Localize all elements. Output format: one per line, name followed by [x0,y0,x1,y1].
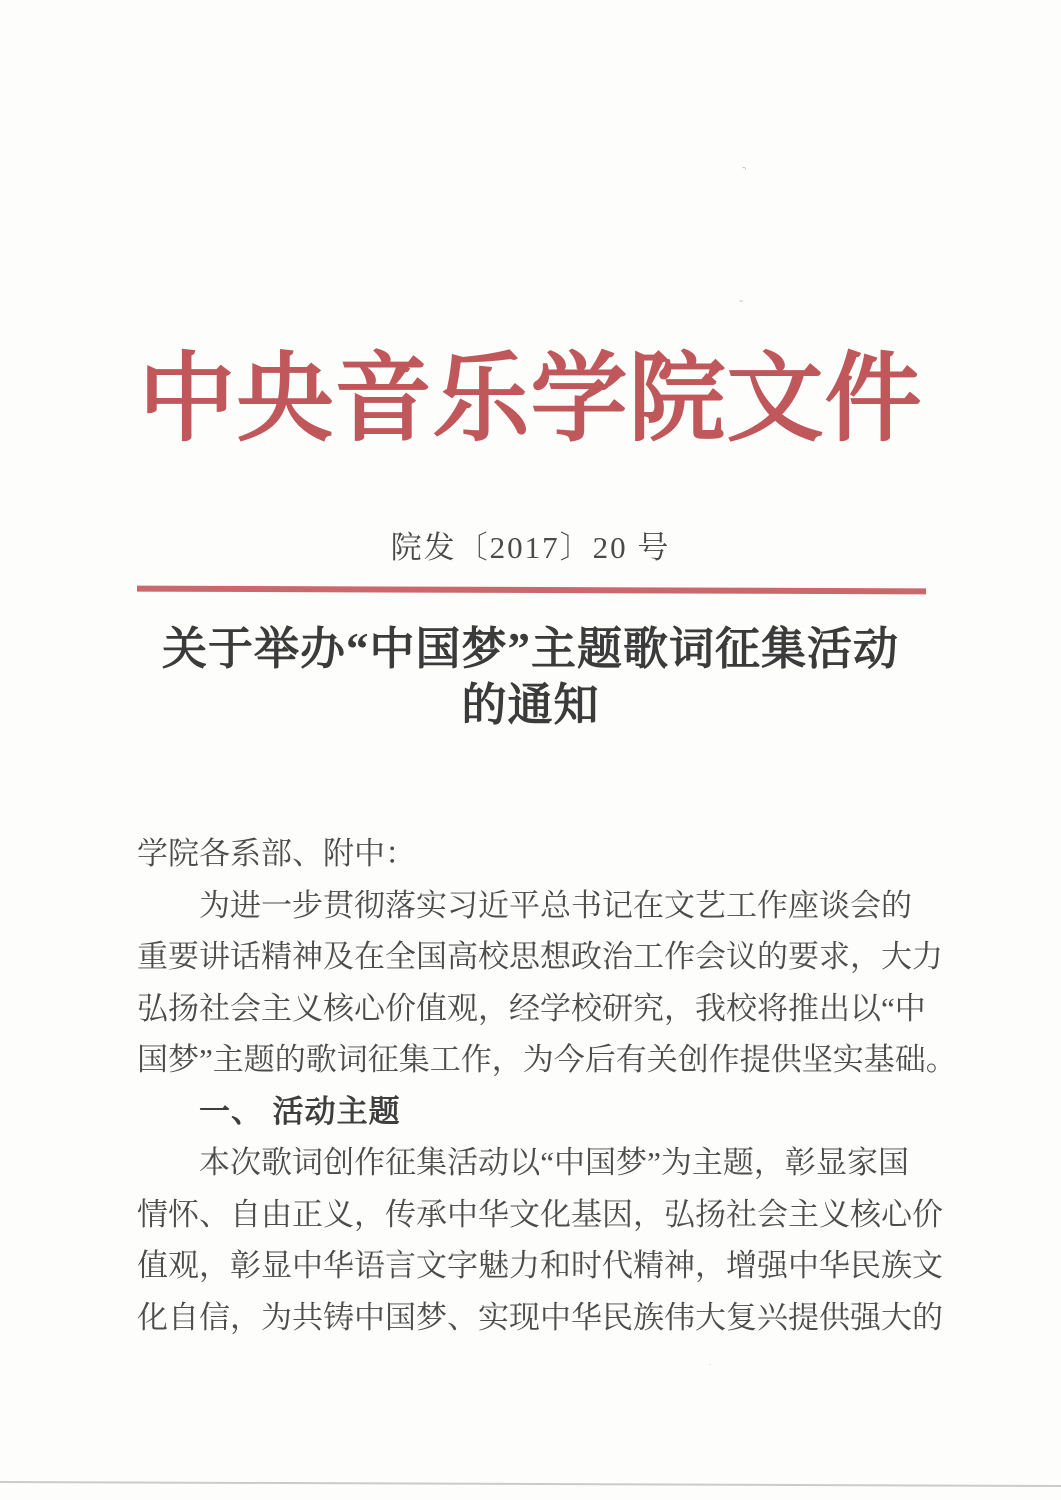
document-subject-line-2: 的通知 [461,680,600,730]
scan-speck-artifact: · [709,1361,712,1369]
scan-speck-artifact: ᵕ [737,296,745,309]
document-masthead-title: 中央音乐学院文件 [138,346,923,453]
paragraph-line: 值观，彰显中华语言文字魅力和时代精神，增强中华民族文 [137,1248,943,1283]
document-body [137,828,957,1343]
salutation-line: 学院各系部、附中： [137,836,416,871]
paragraph-line: 为进一步贯彻落实习近平总书记在文艺工作座谈会的 [199,887,912,923]
paragraph-line: 化自信，为共铸中国梦、实现中华民族伟大复兴提供强大的 [137,1299,943,1335]
scan-speck-artifact: ᵔ [738,163,749,178]
scan-page-edge-line [0,1481,1061,1487]
document-reference-number: 院发〔2017〕20 号 [390,530,671,565]
paragraph-line: 弘扬社会主义核心价值观，经学校研究，我校将推出以“中 [137,990,926,1026]
paragraph-line: 情怀、自由正义，传承中华文化基因，弘扬社会主义核心价 [137,1196,943,1232]
document-subject-line-1: 关于举办“中国梦”主题歌词征集活动 [161,624,899,674]
section-heading-activity-theme: 一、 活动主题 [199,1093,401,1129]
paragraph-line: 国梦”主题的歌词征集工作，为今后有关创作提供坚实基础。 [137,1042,957,1077]
paragraph-line: 本次歌词创作征集活动以“中国梦”为主题，彰显家国 [199,1145,909,1180]
paragraph-line: 重要讲话精神及在全国高校思想政治工作会议的要求，大力 [137,939,943,974]
red-separator-rule [137,586,926,595]
